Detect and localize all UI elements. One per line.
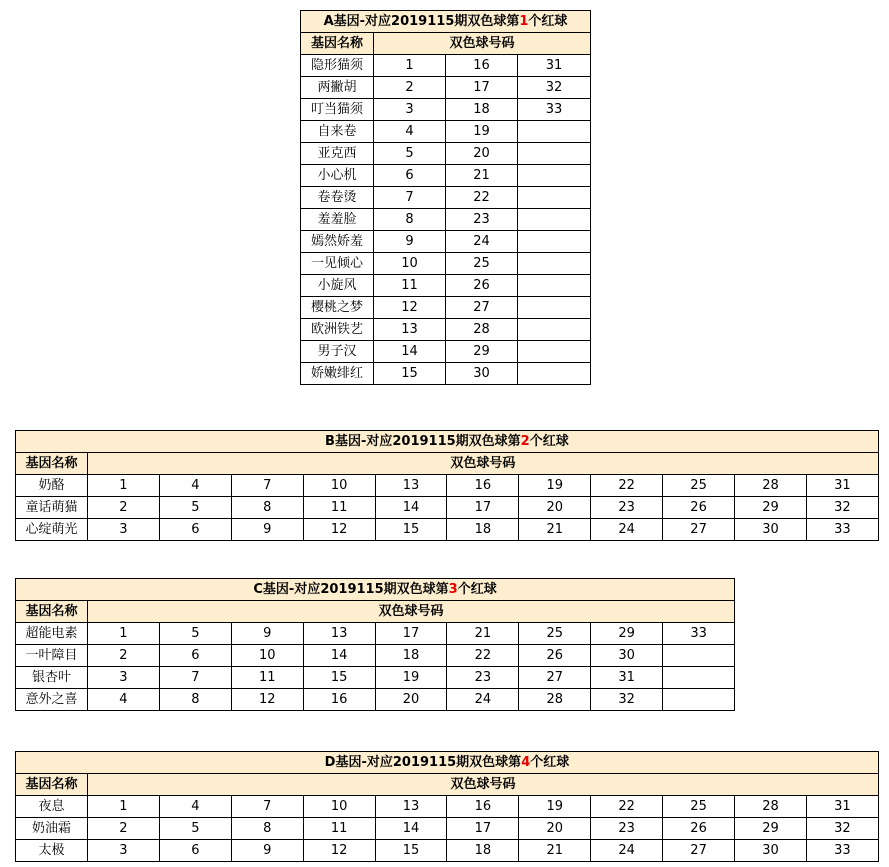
number-cell: 22	[446, 187, 518, 209]
number-cell: 22	[447, 645, 519, 667]
gene-name-cell: 樱桃之梦	[301, 297, 374, 319]
table-title: A基因-对应2019115期双色球第1个红球	[301, 11, 591, 33]
table-row	[301, 297, 591, 319]
gene-name-cell: 意外之喜	[16, 689, 88, 711]
number-cell: 20	[446, 143, 518, 165]
table-row	[301, 341, 591, 363]
number-cell: 19	[446, 121, 518, 143]
number-cell: 19	[519, 796, 591, 818]
number-cell: 28	[735, 475, 807, 497]
number-cell: 17	[375, 623, 447, 645]
number-cell: 25	[446, 253, 518, 275]
number-cell: 31	[806, 475, 878, 497]
number-cell: 21	[519, 840, 591, 862]
gene-table-b	[15, 430, 879, 541]
gene-name-cell: 奶酪	[16, 475, 88, 497]
gene-name-cell: 两撇胡	[301, 77, 374, 99]
number-cell: 15	[374, 363, 446, 385]
number-cell: 29	[446, 341, 518, 363]
number-cell: 15	[375, 519, 447, 541]
number-cell: 31	[806, 796, 878, 818]
table-row	[301, 253, 591, 275]
number-cell: 9	[231, 840, 303, 862]
number-cell: 8	[231, 497, 303, 519]
number-cell	[518, 275, 591, 297]
number-cell: 32	[806, 497, 878, 519]
number-cell	[518, 297, 591, 319]
gene-name-cell: 娇嫩绯红	[301, 363, 374, 385]
number-cell: 22	[591, 796, 663, 818]
number-cell	[518, 187, 591, 209]
table-row	[16, 689, 735, 711]
number-cell: 20	[519, 818, 591, 840]
number-cell: 6	[159, 840, 231, 862]
number-cell: 33	[518, 99, 591, 121]
number-cell: 9	[231, 623, 303, 645]
number-cell: 19	[375, 667, 447, 689]
number-cell: 12	[303, 519, 375, 541]
header-gene-name: 基因名称	[16, 774, 88, 796]
number-cell: 31	[518, 55, 591, 77]
table-row	[16, 475, 879, 497]
number-cell: 17	[447, 818, 519, 840]
number-cell: 10	[374, 253, 446, 275]
gene-table-c	[15, 578, 735, 711]
gene-name-cell: 欧洲铁艺	[301, 319, 374, 341]
number-cell: 8	[159, 689, 231, 711]
number-cell: 33	[806, 519, 878, 541]
header-gene-name: 基因名称	[16, 453, 88, 475]
table-row	[301, 187, 591, 209]
number-cell: 6	[159, 519, 231, 541]
number-cell: 2	[88, 645, 160, 667]
number-cell: 29	[735, 497, 807, 519]
table-row	[301, 143, 591, 165]
number-cell: 6	[159, 645, 231, 667]
number-cell: 30	[735, 519, 807, 541]
number-cell: 1	[374, 55, 446, 77]
table-row	[16, 623, 735, 645]
table-row	[301, 55, 591, 77]
number-cell: 7	[374, 187, 446, 209]
number-cell: 12	[231, 689, 303, 711]
gene-name-cell: 奶油霜	[16, 818, 88, 840]
number-cell: 27	[663, 519, 735, 541]
number-cell: 16	[303, 689, 375, 711]
number-cell	[518, 231, 591, 253]
number-cell: 13	[375, 475, 447, 497]
number-cell	[518, 165, 591, 187]
number-cell: 26	[446, 275, 518, 297]
gene-table-a	[300, 10, 591, 385]
number-cell	[663, 645, 735, 667]
gene-name-cell: 叮当猫须	[301, 99, 374, 121]
table-row	[301, 99, 591, 121]
number-cell: 11	[303, 818, 375, 840]
number-cell: 1	[88, 796, 160, 818]
number-cell: 18	[447, 519, 519, 541]
number-cell: 18	[375, 645, 447, 667]
number-cell: 23	[591, 818, 663, 840]
table-row	[16, 497, 879, 519]
number-cell: 16	[447, 475, 519, 497]
number-cell: 20	[375, 689, 447, 711]
number-cell: 6	[374, 165, 446, 187]
number-cell: 23	[591, 497, 663, 519]
number-cell: 22	[591, 475, 663, 497]
number-cell: 26	[663, 818, 735, 840]
number-cell: 15	[303, 667, 375, 689]
table-row	[301, 275, 591, 297]
number-cell	[518, 209, 591, 231]
gene-name-cell: 自来卷	[301, 121, 374, 143]
gene-name-cell: 夜息	[16, 796, 88, 818]
number-cell: 2	[88, 818, 160, 840]
number-cell: 4	[374, 121, 446, 143]
table-row	[301, 363, 591, 385]
gene-name-cell: 超能电素	[16, 623, 88, 645]
table-row	[301, 77, 591, 99]
header-gene-name: 基因名称	[16, 601, 88, 623]
number-cell: 10	[303, 796, 375, 818]
gene-name-cell: 羞羞脸	[301, 209, 374, 231]
gene-name-cell: 隐形猫须	[301, 55, 374, 77]
number-cell: 25	[663, 475, 735, 497]
number-cell: 4	[88, 689, 160, 711]
number-cell: 17	[447, 497, 519, 519]
table-title: D基因-对应2019115期双色球第4个红球	[16, 752, 879, 774]
header-numbers: 双色球号码	[374, 33, 591, 55]
number-cell: 8	[231, 818, 303, 840]
table-row	[16, 667, 735, 689]
number-cell: 12	[303, 840, 375, 862]
number-cell: 10	[303, 475, 375, 497]
number-cell	[518, 319, 591, 341]
number-cell: 27	[519, 667, 591, 689]
number-cell: 20	[519, 497, 591, 519]
number-cell: 21	[446, 165, 518, 187]
table-row	[301, 165, 591, 187]
header-numbers: 双色球号码	[88, 774, 879, 796]
number-cell: 29	[735, 818, 807, 840]
number-cell: 21	[447, 623, 519, 645]
number-cell: 29	[591, 623, 663, 645]
number-cell	[518, 121, 591, 143]
number-cell: 3	[88, 519, 160, 541]
number-cell: 7	[231, 796, 303, 818]
number-cell: 12	[374, 297, 446, 319]
number-cell: 23	[447, 667, 519, 689]
number-cell: 30	[735, 840, 807, 862]
gene-name-cell: 一见倾心	[301, 253, 374, 275]
number-cell: 11	[374, 275, 446, 297]
number-cell: 1	[88, 623, 160, 645]
gene-name-cell: 亚克西	[301, 143, 374, 165]
number-cell: 10	[231, 645, 303, 667]
number-cell: 9	[374, 231, 446, 253]
number-cell: 30	[591, 645, 663, 667]
table-row	[301, 319, 591, 341]
number-cell: 14	[375, 497, 447, 519]
number-cell: 32	[806, 818, 878, 840]
number-cell	[663, 667, 735, 689]
table-row	[16, 645, 735, 667]
gene-table-d	[15, 751, 879, 862]
number-cell: 32	[518, 77, 591, 99]
number-cell: 13	[374, 319, 446, 341]
table-row	[16, 818, 879, 840]
table-title: B基因-对应2019115期双色球第2个红球	[16, 431, 879, 453]
number-cell	[518, 253, 591, 275]
number-cell: 31	[591, 667, 663, 689]
number-cell: 13	[375, 796, 447, 818]
header-gene-name: 基因名称	[301, 33, 374, 55]
number-cell: 8	[374, 209, 446, 231]
number-cell: 16	[447, 796, 519, 818]
number-cell: 2	[374, 77, 446, 99]
number-cell: 13	[303, 623, 375, 645]
gene-name-cell: 童话萌猫	[16, 497, 88, 519]
number-cell: 24	[446, 231, 518, 253]
header-numbers: 双色球号码	[88, 601, 735, 623]
number-cell: 7	[231, 475, 303, 497]
number-cell: 23	[446, 209, 518, 231]
number-cell: 3	[88, 840, 160, 862]
number-cell: 32	[591, 689, 663, 711]
number-cell: 24	[447, 689, 519, 711]
number-cell: 3	[374, 99, 446, 121]
table-title: C基因-对应2019115期双色球第3个红球	[16, 579, 735, 601]
gene-name-cell: 银杏叶	[16, 667, 88, 689]
number-cell: 4	[159, 475, 231, 497]
number-cell: 28	[446, 319, 518, 341]
table-row	[16, 840, 879, 862]
number-cell: 14	[303, 645, 375, 667]
number-cell: 27	[663, 840, 735, 862]
number-cell: 2	[88, 497, 160, 519]
number-cell	[518, 341, 591, 363]
number-cell	[518, 363, 591, 385]
number-cell: 17	[446, 77, 518, 99]
number-cell: 18	[446, 99, 518, 121]
number-cell: 25	[519, 623, 591, 645]
number-cell: 28	[519, 689, 591, 711]
gene-name-cell: 嫣然娇羞	[301, 231, 374, 253]
gene-name-cell: 男子汉	[301, 341, 374, 363]
gene-name-cell: 太极	[16, 840, 88, 862]
number-cell: 18	[447, 840, 519, 862]
number-cell: 3	[88, 667, 160, 689]
number-cell: 5	[159, 497, 231, 519]
number-cell: 5	[159, 623, 231, 645]
number-cell: 11	[303, 497, 375, 519]
number-cell: 1	[88, 475, 160, 497]
number-cell: 33	[663, 623, 735, 645]
number-cell: 16	[446, 55, 518, 77]
number-cell: 26	[663, 497, 735, 519]
number-cell: 14	[375, 818, 447, 840]
table-row	[301, 209, 591, 231]
gene-name-cell: 心绽萌光	[16, 519, 88, 541]
number-cell: 9	[231, 519, 303, 541]
gene-name-cell: 一叶障目	[16, 645, 88, 667]
number-cell: 24	[591, 519, 663, 541]
number-cell: 26	[519, 645, 591, 667]
number-cell: 19	[519, 475, 591, 497]
table-row	[16, 796, 879, 818]
number-cell: 33	[806, 840, 878, 862]
number-cell: 11	[231, 667, 303, 689]
gene-name-cell: 小旋风	[301, 275, 374, 297]
header-numbers: 双色球号码	[88, 453, 879, 475]
table-row	[301, 231, 591, 253]
number-cell: 5	[159, 818, 231, 840]
number-cell: 30	[446, 363, 518, 385]
number-cell: 14	[374, 341, 446, 363]
number-cell: 25	[663, 796, 735, 818]
number-cell	[518, 143, 591, 165]
gene-name-cell: 卷卷烫	[301, 187, 374, 209]
number-cell: 4	[159, 796, 231, 818]
number-cell: 5	[374, 143, 446, 165]
number-cell: 21	[519, 519, 591, 541]
table-row	[301, 121, 591, 143]
number-cell	[663, 689, 735, 711]
number-cell: 15	[375, 840, 447, 862]
number-cell: 28	[735, 796, 807, 818]
number-cell: 24	[591, 840, 663, 862]
gene-name-cell: 小心机	[301, 165, 374, 187]
table-row	[16, 519, 879, 541]
number-cell: 7	[159, 667, 231, 689]
number-cell: 27	[446, 297, 518, 319]
